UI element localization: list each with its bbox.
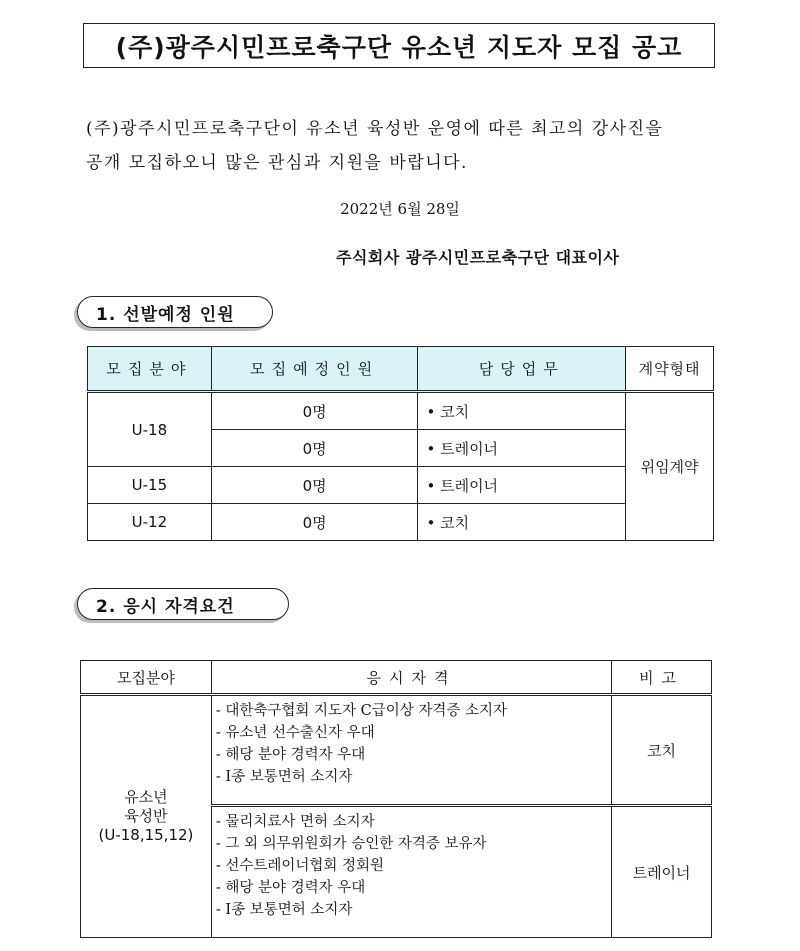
qualification-item: - 그 외 의무위원회가 승인한 자격증 보유자 xyxy=(215,836,487,852)
header-duty: 담당업무 xyxy=(418,347,626,392)
table-row xyxy=(81,695,712,806)
notice-title: (주)광주시민프로축구단 유소년 지도자 모집 공고 xyxy=(83,23,715,68)
qualifications-table xyxy=(80,660,712,938)
field-line: 유소년 xyxy=(124,788,168,806)
field-cell xyxy=(81,695,212,938)
field-line: (U-18,15,12) xyxy=(98,826,194,844)
intro-line: 공개 모집하오니 많은 관심과 지원을 바랍니다. xyxy=(86,153,468,173)
note-cell: 코치 xyxy=(612,695,712,806)
qualification-item: - 유소년 선수출신자 우대 xyxy=(215,725,375,741)
organization-signature: 주식회사 광주시민프로축구단 대표이사 xyxy=(336,248,620,267)
qualification-item: - 선수트레이너협회 정회원 xyxy=(215,858,385,874)
contract-cell: 위임계약 xyxy=(626,392,714,541)
field-cell: U-15 xyxy=(88,467,212,504)
qualification-item: - 대한축구협회 지도자 C급이상 자격증 소지자 xyxy=(215,703,508,719)
qualification-item: - Ⅰ종 보통면허 소지자 xyxy=(215,902,353,918)
notice-date: 2022년 6월 28일 xyxy=(340,200,460,218)
duty-cell: • 트레이너 xyxy=(418,467,626,504)
header-qualifications: 응시자격 xyxy=(211,661,611,695)
field-cell: U-12 xyxy=(88,504,212,541)
intro-line: (주)광주시민프로축구단이 유소년 육성반 운영에 따른 최고의 강사진을 xyxy=(86,119,664,139)
count-cell: 0명 xyxy=(211,392,418,430)
duty-cell: • 코치 xyxy=(418,504,626,541)
note-cell: 트레이너 xyxy=(612,806,712,938)
section-heading-recruitment: 1. 선발예정 인원 xyxy=(77,296,273,328)
duty-cell: • 코치 xyxy=(418,392,626,430)
recruitment-table xyxy=(87,346,714,541)
qualifications-cell xyxy=(211,695,611,806)
field-line: 육성반 xyxy=(124,807,168,825)
count-cell: 0명 xyxy=(211,467,418,504)
intro-paragraph xyxy=(86,112,726,180)
duty-cell: • 트레이너 xyxy=(418,430,626,467)
field-cell: U-18 xyxy=(88,392,212,467)
qualification-item: - 물리치료사 면허 소지자 xyxy=(215,814,375,830)
section-heading-qualifications: 2. 응시 자격요건 xyxy=(77,588,289,620)
qualification-item: - 해당 분야 경력자 우대 xyxy=(215,747,366,763)
count-cell: 0명 xyxy=(211,430,418,467)
qualification-item: - 해당 분야 경력자 우대 xyxy=(215,880,366,896)
header-note: 비고 xyxy=(612,661,712,695)
qualifications-cell xyxy=(211,806,611,938)
header-count: 모집예정인원 xyxy=(211,347,418,392)
header-field: 모집분야 xyxy=(88,347,212,392)
table-row xyxy=(88,392,714,430)
count-cell: 0명 xyxy=(211,504,418,541)
header-contract: 계약형태 xyxy=(626,347,714,392)
qualification-item: - Ⅰ종 보통면허 소지자 xyxy=(215,769,353,785)
header-field: 모집분야 xyxy=(81,661,212,695)
table-row xyxy=(88,467,714,504)
table-row xyxy=(88,504,714,541)
